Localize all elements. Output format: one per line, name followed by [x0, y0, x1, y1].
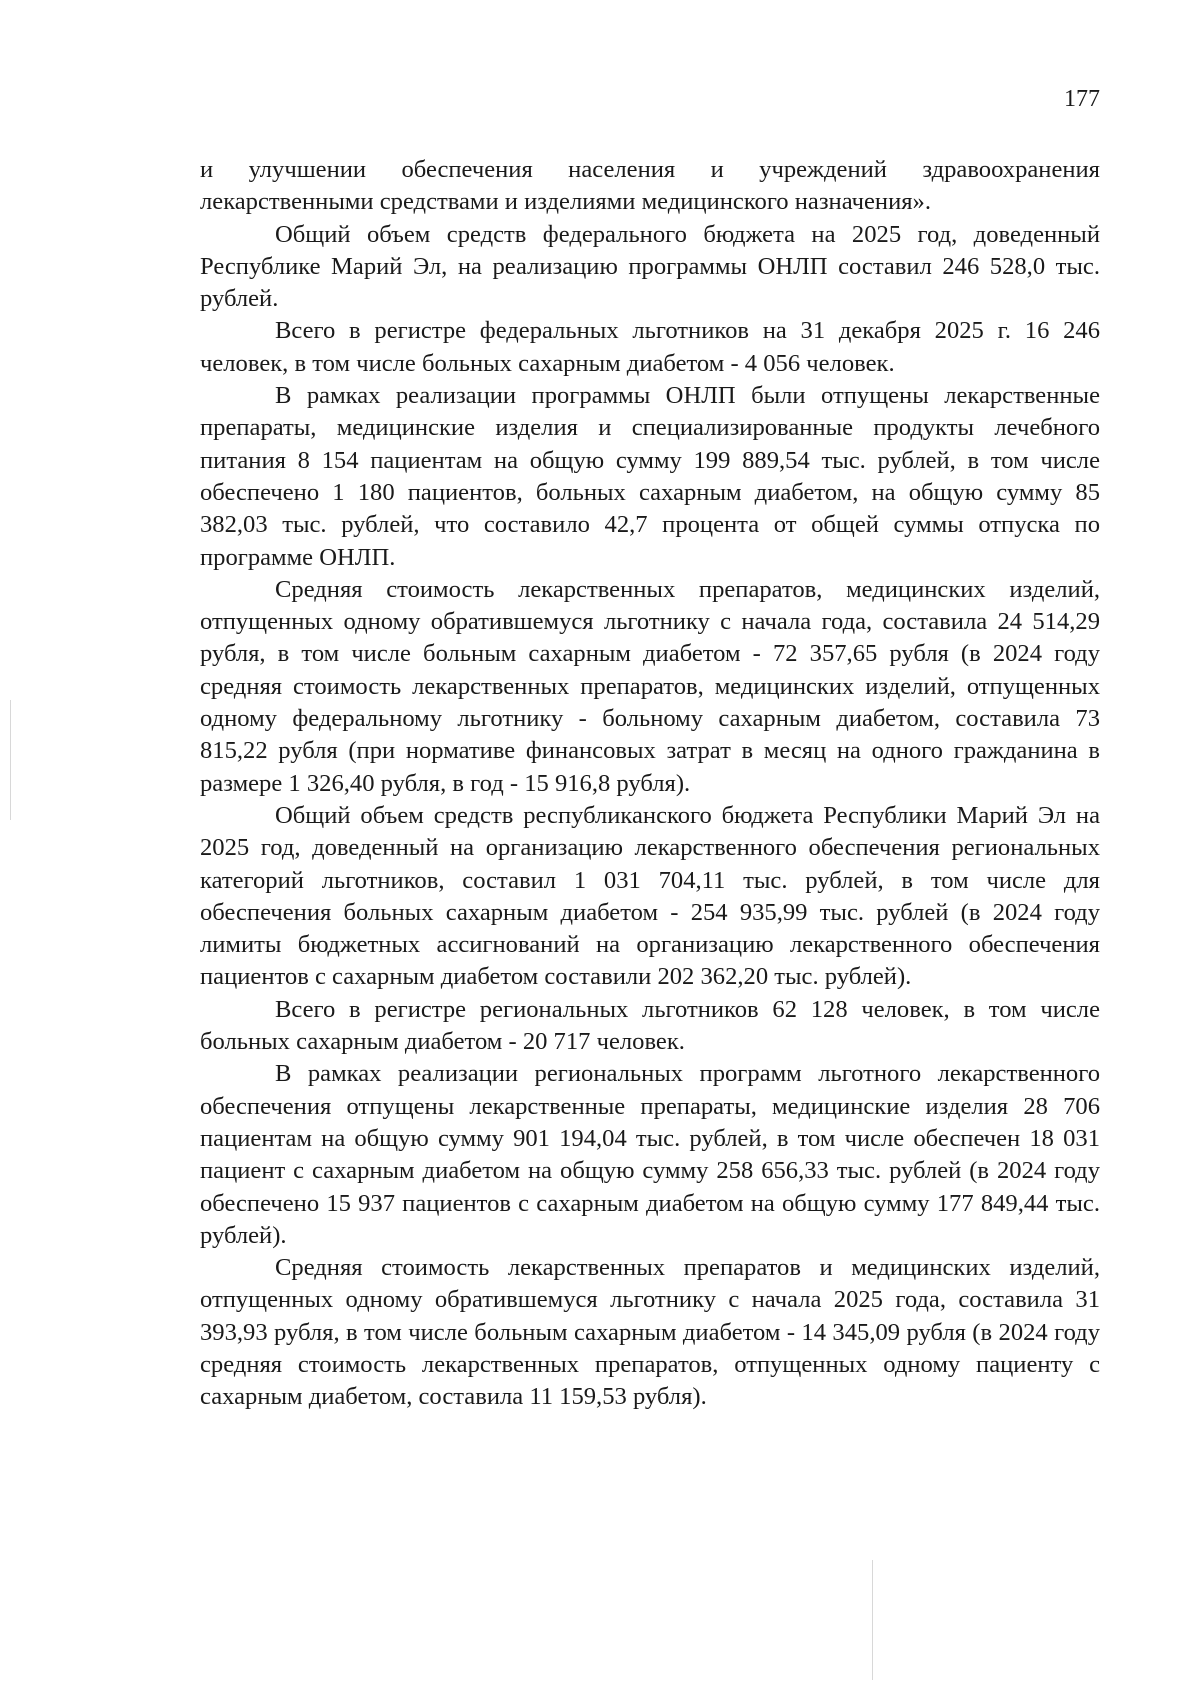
- document-body: [200, 154, 1100, 1414]
- scan-artifact-bottom: [872, 1560, 873, 1680]
- paragraph-continuation: и улучшении обеспечения населения и учреждений здравоохранения лекарственными средствами и изделиями медицинского назначения».: [200, 156, 1100, 216]
- paragraph-federal-register: Всего в регистре федеральных льготников на 31 декабря 2025 г. 16 246 человек, в том числе больных сахарным диабетом - 4 056 человек.: [200, 317, 1100, 377]
- paragraph-onlp-dispensing: В рамках реализации программы ОНЛП были отпущены лекарственные препараты, медицинские изделия и специализированные продукты лечебного питания 8 154 пациентам на общую сумму 199 889,54 тыс. рублей, в том числе обеспечено 1 180 пациентов, больных сахарным диабетом, на общую сумму 85 382,03 тыс. рублей, что составило 42,7 процента от общей суммы отпуска по программе ОНЛП.: [200, 382, 1100, 571]
- paragraph-regional-average-cost: Средняя стоимость лекарственных препаратов и медицинских изделий, отпущенных одному обратившемуся льготнику с начала 2025 года, составила 31 393,93 рубля, в том числе больным сахарным диабетом - 14 345,09 рубля (в 2024 году средняя стоимость лекарственных препаратов, отпущенных одному пациенту с сахарным диабетом, составила 11 159,53 рубля).: [200, 1254, 1100, 1411]
- paragraph-federal-average-cost: Средняя стоимость лекарственных препаратов, медицинских изделий, отпущенных одному обратившемуся льготнику с начала года, составила 24 514,29 рубля, в том числе больным сахарным диабетом - 72 357,65 рубля (в 2024 году средняя стоимость лекарственных препаратов, медицинских изделий, отпущенных одному федеральному льготнику - больному сахарным диабетом, составила 73 815,22 рубля (при нормативе финансовых затрат в месяц на одного гражданина в размере 1 326,40 рубля, в год - 15 916,8 рубля).: [200, 575, 1100, 797]
- paragraph-regional-dispensing: В рамках реализации региональных программ льготного лекарственного обеспечения отпущены лекарственные препараты, медицинские изделия 28 706 пациентам на общую сумму 901 194,04 тыс. рублей, в том числе обеспечен 18 031 пациент с сахарным диабетом на общую сумму 258 656,33 тыс. рублей (в 2024 году обеспечено 15 937 пациентов с сахарным диабетом на общую сумму 177 849,44 тыс. рублей).: [200, 1060, 1100, 1249]
- scan-artifact-left: [10, 700, 11, 820]
- page-number: 177: [1064, 86, 1100, 112]
- paragraph-federal-budget: Общий объем средств федерального бюджета на 2025 год, доведенный Республике Марий Эл, на реализацию программы ОНЛП составил 246 528,0 тыс. рублей.: [200, 220, 1100, 313]
- paragraph-regional-register: Всего в регистре региональных льготников 62 128 человек, в том числе больных сахарным диабетом - 20 717 человек.: [200, 995, 1100, 1056]
- paragraph-republic-budget: Общий объем средств республиканского бюджета Республики Марий Эл на 2025 год, доведенный на организацию лекарственного обеспечения региональных категорий льготников, составил 1 031 704,11 тыс. рублей, в том числе для обеспечения больных сахарным диабетом - 254 935,99 тыс. рублей (в 2024 году лимиты бюджетных ассигнований на организацию лекарственного обеспечения пациентов с сахарным диабетом составили 202 362,20 тыс. рублей).: [200, 801, 1100, 991]
